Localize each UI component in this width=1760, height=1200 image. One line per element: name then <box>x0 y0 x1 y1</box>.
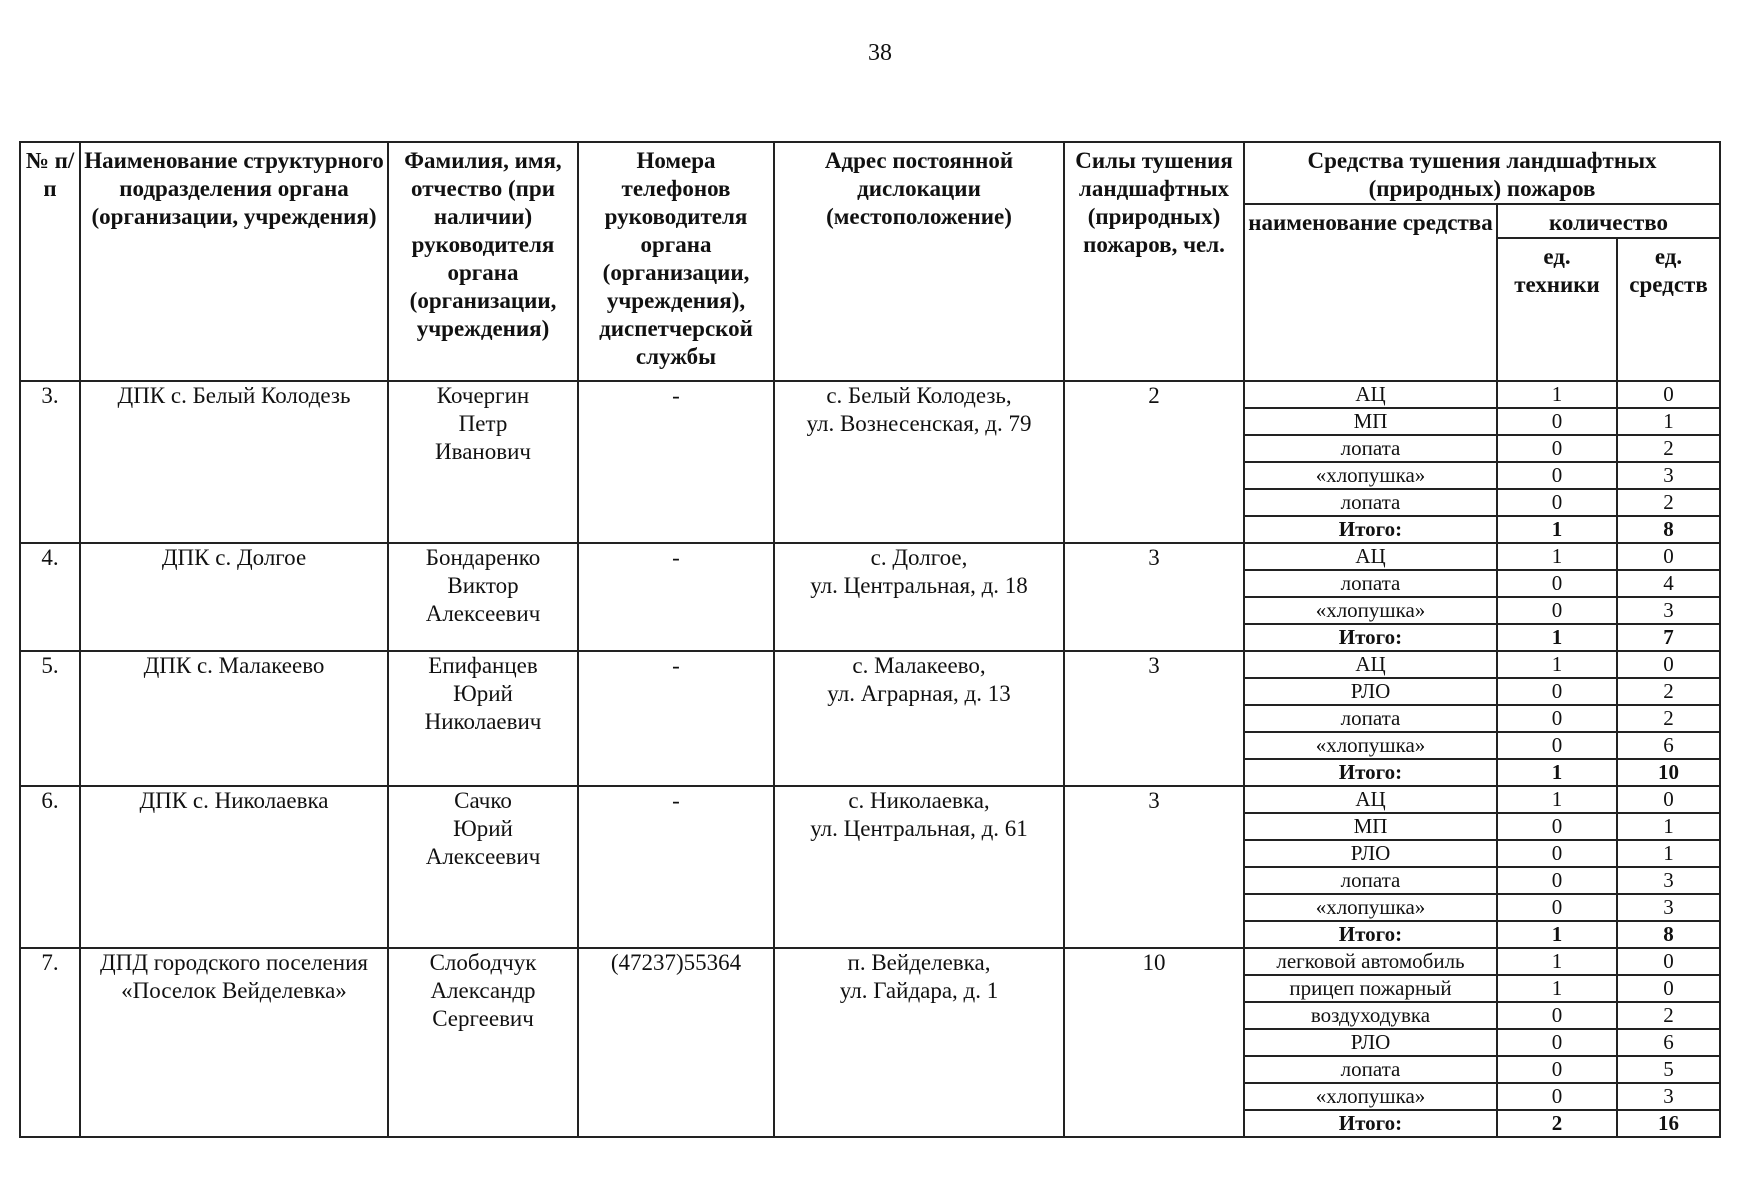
fire-forces-table <box>19 141 1721 1138</box>
forces-count: 3 <box>1064 543 1244 651</box>
equipment-name: АЦ <box>1244 786 1497 813</box>
table-body <box>20 381 1720 1137</box>
units-means: 0 <box>1617 948 1720 975</box>
table-row <box>20 651 1720 678</box>
phone: (47237)55364 <box>578 948 774 1137</box>
units-tech: 0 <box>1497 1029 1617 1056</box>
units-tech: 1 <box>1497 786 1617 813</box>
units-tech: 1 <box>1497 651 1617 678</box>
header-units-tech: ед. техники <box>1497 238 1617 381</box>
table-row <box>20 786 1720 813</box>
equipment-name: лопата <box>1244 1056 1497 1083</box>
head-name-line: Иванович <box>435 439 531 464</box>
head-name-line: Алексеевич <box>425 844 541 869</box>
units-means: 3 <box>1617 462 1720 489</box>
equipment-name: «хлопушка» <box>1244 597 1497 624</box>
units-tech: 0 <box>1497 678 1617 705</box>
unit-name: ДПК с. Малакеево <box>80 651 388 786</box>
header-means-name: наименование средства <box>1244 204 1497 381</box>
units-means: 3 <box>1617 1083 1720 1110</box>
units-means: 1 <box>1617 408 1720 435</box>
head-name <box>388 948 578 1137</box>
head-name-line: Юрий <box>453 681 513 706</box>
equipment-name: АЦ <box>1244 543 1497 570</box>
address <box>774 651 1064 786</box>
header-address: Адрес постоянной дислокации (местоположение) <box>774 142 1064 381</box>
row-number: 3. <box>20 381 80 543</box>
head-name <box>388 543 578 651</box>
equipment-name: лопата <box>1244 435 1497 462</box>
header-units-means: ед. средств <box>1617 238 1720 381</box>
equipment-name: прицеп пожарный <box>1244 975 1497 1002</box>
units-tech: 0 <box>1497 894 1617 921</box>
units-tech: 0 <box>1497 705 1617 732</box>
units-tech: 0 <box>1497 840 1617 867</box>
units-tech: 0 <box>1497 462 1617 489</box>
total-means: 7 <box>1617 624 1720 651</box>
equipment-name: АЦ <box>1244 651 1497 678</box>
header-forces: Силы тушения ландшафтных (природных) пожаров, чел. <box>1064 142 1244 381</box>
units-means: 6 <box>1617 732 1720 759</box>
address <box>774 948 1064 1137</box>
units-means: 6 <box>1617 1029 1720 1056</box>
header-head: Фамилия, имя, отчество (при наличии) руководителя органа (организации, учреждения) <box>388 142 578 381</box>
units-means: 2 <box>1617 489 1720 516</box>
units-tech: 0 <box>1497 435 1617 462</box>
head-name-line: Александр <box>430 978 536 1003</box>
units-tech: 0 <box>1497 597 1617 624</box>
equipment-name: РЛО <box>1244 840 1497 867</box>
units-means: 0 <box>1617 543 1720 570</box>
address-line: ул. Центральная, д. 61 <box>810 816 1028 841</box>
header-unit: Наименование структурного подразделения органа (организации, учреждения) <box>80 142 388 381</box>
total-label: Итого: <box>1244 921 1497 948</box>
header-num: № п/п <box>20 142 80 381</box>
units-tech: 0 <box>1497 1056 1617 1083</box>
total-tech: 1 <box>1497 624 1617 651</box>
total-means: 10 <box>1617 759 1720 786</box>
row-number: 6. <box>20 786 80 948</box>
equipment-name: лопата <box>1244 570 1497 597</box>
head-name-line: Виктор <box>447 573 519 598</box>
equipment-name: РЛО <box>1244 1029 1497 1056</box>
units-means: 5 <box>1617 1056 1720 1083</box>
units-tech: 1 <box>1497 381 1617 408</box>
table-row <box>20 948 1720 975</box>
head-name <box>388 786 578 948</box>
total-label: Итого: <box>1244 516 1497 543</box>
equipment-name: МП <box>1244 408 1497 435</box>
units-tech: 0 <box>1497 1002 1617 1029</box>
table-row <box>20 381 1720 408</box>
units-means: 2 <box>1617 1002 1720 1029</box>
head-name-line: Николаевич <box>424 709 542 734</box>
address-line: ул. Гайдара, д. 1 <box>839 978 999 1003</box>
total-tech: 1 <box>1497 759 1617 786</box>
address-line: ул. Аграрная, д. 13 <box>827 681 1011 706</box>
row-number: 4. <box>20 543 80 651</box>
equipment-name: лопата <box>1244 705 1497 732</box>
head-name-line: Епифанцев <box>428 653 538 678</box>
total-means: 16 <box>1617 1110 1720 1137</box>
units-tech: 0 <box>1497 408 1617 435</box>
forces-count: 3 <box>1064 786 1244 948</box>
units-tech: 1 <box>1497 975 1617 1002</box>
forces-count: 10 <box>1064 948 1244 1137</box>
units-means: 3 <box>1617 597 1720 624</box>
units-tech: 0 <box>1497 489 1617 516</box>
units-means: 2 <box>1617 705 1720 732</box>
units-tech: 0 <box>1497 732 1617 759</box>
units-tech: 1 <box>1497 948 1617 975</box>
total-label: Итого: <box>1244 759 1497 786</box>
total-tech: 1 <box>1497 921 1617 948</box>
address-line: с. Долгое, <box>870 545 968 570</box>
head-name-line: Слободчук <box>429 950 537 975</box>
units-tech: 0 <box>1497 570 1617 597</box>
equipment-name: АЦ <box>1244 381 1497 408</box>
page-number: 38 <box>868 40 892 66</box>
unit-name: ДПК с. Белый Колодезь <box>80 381 388 543</box>
head-name <box>388 381 578 543</box>
units-means: 3 <box>1617 867 1720 894</box>
header-phone: Номера телефонов руководителя органа (организации, учреждения), диспетчерской службы <box>578 142 774 381</box>
head-name <box>388 651 578 786</box>
total-tech: 2 <box>1497 1110 1617 1137</box>
phone: - <box>578 786 774 948</box>
equipment-name: воздуходувка <box>1244 1002 1497 1029</box>
total-label: Итого: <box>1244 1110 1497 1137</box>
units-means: 0 <box>1617 975 1720 1002</box>
head-name-line: Сачко <box>454 788 512 813</box>
units-means: 2 <box>1617 435 1720 462</box>
address-line: с. Малакеево, <box>852 653 986 678</box>
unit-name: ДПК с. Николаевка <box>80 786 388 948</box>
row-number: 7. <box>20 948 80 1137</box>
total-means: 8 <box>1617 516 1720 543</box>
equipment-name: «хлопушка» <box>1244 894 1497 921</box>
equipment-name: «хлопушка» <box>1244 732 1497 759</box>
units-tech: 0 <box>1497 1083 1617 1110</box>
address-line: п. Вейделевка, <box>847 950 991 975</box>
equipment-name: «хлопушка» <box>1244 1083 1497 1110</box>
total-label: Итого: <box>1244 624 1497 651</box>
address <box>774 543 1064 651</box>
table-row <box>20 543 1720 570</box>
head-name-line: Алексеевич <box>425 601 541 626</box>
address-line: с. Белый Колодезь, <box>826 383 1012 408</box>
header-means: Средства тушения ландшафтных (природных) пожаров <box>1244 142 1720 204</box>
total-tech: 1 <box>1497 516 1617 543</box>
equipment-name: МП <box>1244 813 1497 840</box>
address <box>774 786 1064 948</box>
header-quantity: количество <box>1497 204 1720 238</box>
head-name-line: Сергеевич <box>432 1006 534 1031</box>
equipment-name: РЛО <box>1244 678 1497 705</box>
units-means: 0 <box>1617 381 1720 408</box>
head-name-line: Бондаренко <box>425 545 541 570</box>
phone: - <box>578 543 774 651</box>
unit-name: ДПК с. Долгое <box>80 543 388 651</box>
forces-count: 2 <box>1064 381 1244 543</box>
units-means: 0 <box>1617 786 1720 813</box>
equipment-name: лопата <box>1244 489 1497 516</box>
units-tech: 0 <box>1497 867 1617 894</box>
address-line: ул. Центральная, д. 18 <box>810 573 1028 598</box>
phone: - <box>578 651 774 786</box>
units-tech: 1 <box>1497 543 1617 570</box>
head-name-line: Кочергин <box>436 383 530 408</box>
units-means: 1 <box>1617 840 1720 867</box>
units-tech: 0 <box>1497 813 1617 840</box>
row-number: 5. <box>20 651 80 786</box>
forces-count: 3 <box>1064 651 1244 786</box>
equipment-name: «хлопушка» <box>1244 462 1497 489</box>
head-name-line: Петр <box>458 411 508 436</box>
equipment-name: легковой автомобиль <box>1244 948 1497 975</box>
equipment-name: лопата <box>1244 867 1497 894</box>
address <box>774 381 1064 543</box>
address-line: с. Николаевка, <box>848 788 990 813</box>
units-means: 2 <box>1617 678 1720 705</box>
units-means: 3 <box>1617 894 1720 921</box>
address-line: ул. Вознесенская, д. 79 <box>806 411 1032 436</box>
units-means: 4 <box>1617 570 1720 597</box>
total-means: 8 <box>1617 921 1720 948</box>
phone: - <box>578 381 774 543</box>
head-name-line: Юрий <box>453 816 513 841</box>
unit-name: ДПД городского поселения «Поселок Вейделевка» <box>80 948 388 1137</box>
units-means: 0 <box>1617 651 1720 678</box>
units-means: 1 <box>1617 813 1720 840</box>
